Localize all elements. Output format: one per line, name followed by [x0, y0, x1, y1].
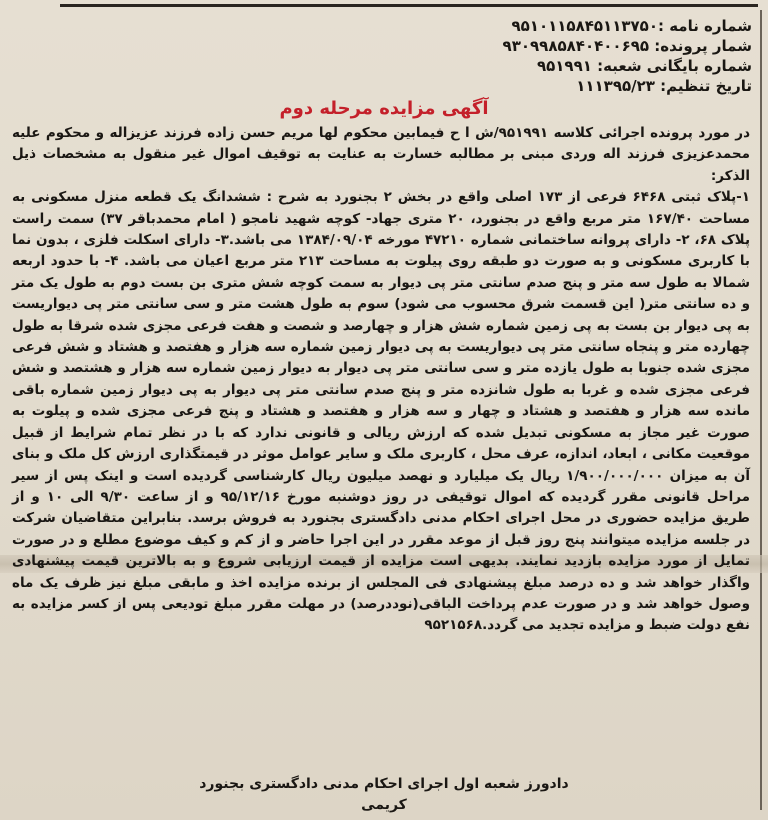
column-rule	[760, 10, 762, 810]
archive-number: شماره بایگانی شعبه: ۹۵۱۹۹۱	[536, 57, 752, 75]
letter-number: شماره نامه :۹۵۱۰۱۱۵۸۴۵۱۱۳۷۵۰	[511, 17, 752, 35]
notice-title: آگهی مزایده مرحله دوم	[279, 98, 489, 119]
notice-body	[12, 123, 750, 637]
signature-block	[0, 774, 768, 816]
signatory-title: دادورز شعبه اول اجرای احکام مدنی دادگستری بجنورد	[199, 776, 569, 792]
signatory-name: کریمی	[361, 797, 407, 813]
property-paragraph: ۱-پلاک ثبتی ۶۴۶۸ فرعی از ۱۷۳ اصلی واقع در بخش ۲ بجنورد به شرح : ششدانگ یک قطعه منزل مسکونی به مساحت ۱۶۷/۴۰ متر مربع واقع در بجنورد، ۲۰ متری جهاد- کوچه شهید نامجو ( امام محمدباقر ۳۷) سمت راست پلاک ۶۸، ۲- دارای پروانه ساختمانی شماره ۴۷۲۱۰ مورخه ۱۳۸۴/۰۹/۰۴ می باشد.۳- دارای اسکلت فلزی ، بدون نما با کاربری مسکونی و به صورت دو طبقه روی پیلوت به مساحت ۲۱۳ متر مربع اعیان می باشد. ۴- با حدود اربعه شمالا به طول سه متر و پنج صدم سانتی متر پی دیوار به سمت کوچه شش متری بن بست دوم به طول یک متر و ده سانتی متر( این قسمت شرق محسوب می شود) سوم به طول هشت متر و سی سانتی متر پی دیواریست به پی دیوار بن بست به پی زمین شماره شش هزار و چهارصد و شصت و هفت فرعی مجزی شده شرقا به طول چهارده متر و پنجاه سانتی متر پی دیواریست به پی دیوار زمین شماره سه هزار و هفتصد و هشتاد و شش فرعی مجزی شده جنوبا به طول یازده متر و سی سانتی متر پی دیوار به دیوار زمین شماره سه هزار و هشتصد و شش فرعی مجزی شده و غربا به طول شانزده متر و پنج صدم سانتی متر پی دیوار به پی دیوار زمین شماره باقی مانده سه هزار و هفتصد و هشتاد و چهار و سه هزار و هفتصد و هشتاد و پنج فرعی مجزی شده و پیلوت به صورت غیر مجاز به مسکونی تبدیل شده که ارزش ریالی و قانونی ندارد که با در نظر تمام شرایط از قبیل موقعیت مکانی ، ابعاد، اندازه، عرف محل ، کاربری ملک و سایر عوامل موثر در قیمتگذاری ارزش کل ملک و بنای آن به میزان ۱/۹۰۰/۰۰۰/۰۰۰ ریال یک میلیارد و نهصد میلیون ریال کارشناسی گردیده است و اینک پس از سیر مراحل قانونی مقرر گردیده که اموال توقیفی در روز دوشنبه مورخ ۹۵/۱۲/۱۶ و از ساعت ۹/۳۰ الی ۱۰ و از طریق مزایده حضوری در محل اجرای احکام مدنی دادگستری بجنورد به فروش برسد. بنابراین متقاضیان شرکت در جلسه مزایده میتوانند پنج روز قبل از موعد مقرر در این اجرا حاضر و از کم و کیف موضوع مطلع و در صورت تمایل از مورد مزایده بازدید نمایند. بدیهی است مزایده از قیمت ارزیابی شروع و به بالاترین قیمت پیشنهادی واگذار خواهد شد و ده درصد مبلغ پیشنهادی فی المجلس از برنده مزایده اخذ و مابقی مبلغ نیز ظرف یک ماه وصول خواهد شد و در صورت عدم پرداخت الباقی(نوددرصد) در مهلت مقرر مبلغ تودیعی پس از کسر مزایده به نفع دولت ضبط و مزایده تجدید می گردد.۹۵۲۱۵۶۸	[12, 189, 751, 634]
notice-header-meta	[300, 16, 752, 96]
intro-paragraph: در مورد پرونده اجرائی کلاسه ۹۵۱۹۹۱/ش ا ح فیمابین محکوم لها مریم حسن زاده فرزند عزیزاله و محکوم علیه محمدعزیزی فرزند اله وردی مبنی بر مطالبه خسارت به عنایت به توقیف اموال غیر منقول به مشخصات ذیل الذکر:	[12, 125, 750, 184]
issue-date: تاریخ تنظیم: ۱۱۱۳۹۵/۲۳	[576, 77, 752, 95]
case-number: شمار پرونده: ۹۳۰۹۹۸۵۸۴۰۴۰۰۶۹۵	[502, 37, 752, 55]
top-rule	[60, 4, 758, 7]
